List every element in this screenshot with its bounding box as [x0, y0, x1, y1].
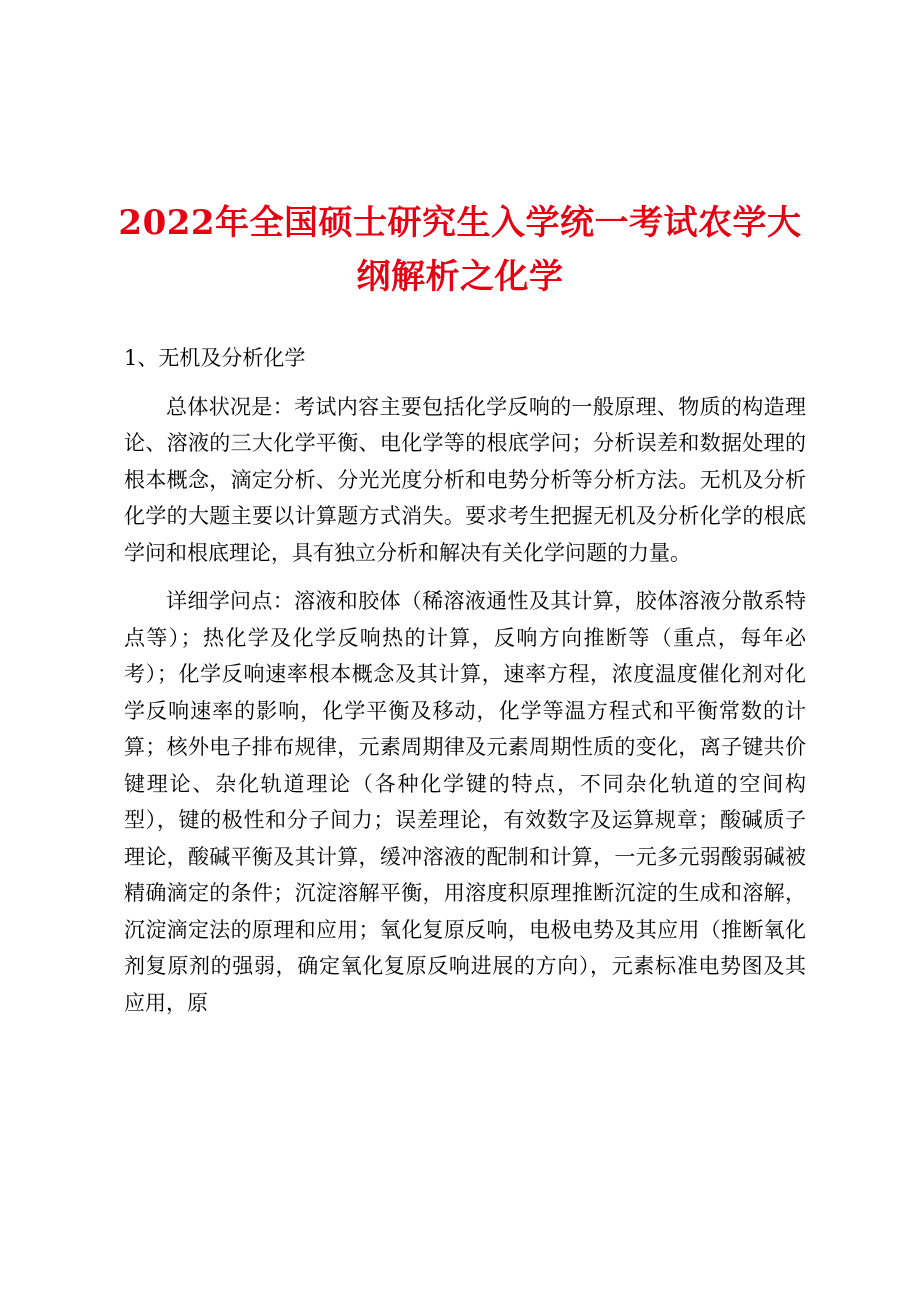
title-line-2: 纲解析之化学	[356, 257, 564, 297]
title-line-1: 2022年全国硕士研究生入学统一考试农学大	[118, 203, 802, 243]
document-title	[60, 196, 860, 304]
document-body	[124, 340, 806, 1033]
section-heading: 1、无机及分析化学	[124, 346, 306, 370]
paragraph-overview: 总体状况是：考试内容主要包括化学反响的一般原理、物质的构造理论、溶液的三大化学平衡、电化学等的根底学问；分析误差和数据处理的根本概念，滴定分析、分光光度分析和电势分析等分析方法。无机及分析化学的大题主要以计算题方式消失。要求考生把握无机及分析化学的根底学问和根底理论，具有独立分析和解决有关化学问题的力量。	[124, 394, 806, 565]
paragraph-details: 详细学问点：溶液和胶体（稀溶液通性及其计算，胶体溶液分散系特点等）；热化学及化学反响热的计算，反响方向推断等（重点，每年必考）；化学反响速率根本概念及其计算，速率方程，浓度温度催化剂对化学反响速率的影响，化学平衡及移动，化学等温方程式和平衡常数的计算；核外电子排布规律，元素周期律及元素周期性质的变化，离子键共价键理论、杂化轨道理论（各种化学键的特点，不同杂化轨道的空间构型），键的极性和分子间力；误差理论，有效数字及运算规章；酸碱质子理论，酸碱平衡及其计算，缓冲溶液的配制和计算，一元多元弱酸弱碱被精确滴定的条件；沉淀溶解平衡，用溶度积原理推断沉淀的生成和溶解，沉淀滴定法的原理和应用；氧化复原反响，电极电势及其应用（推断氧化剂复原剂的强弱，确定氧化复原反响进展的方向），元素标准电势图及其应用，原	[124, 589, 806, 1015]
